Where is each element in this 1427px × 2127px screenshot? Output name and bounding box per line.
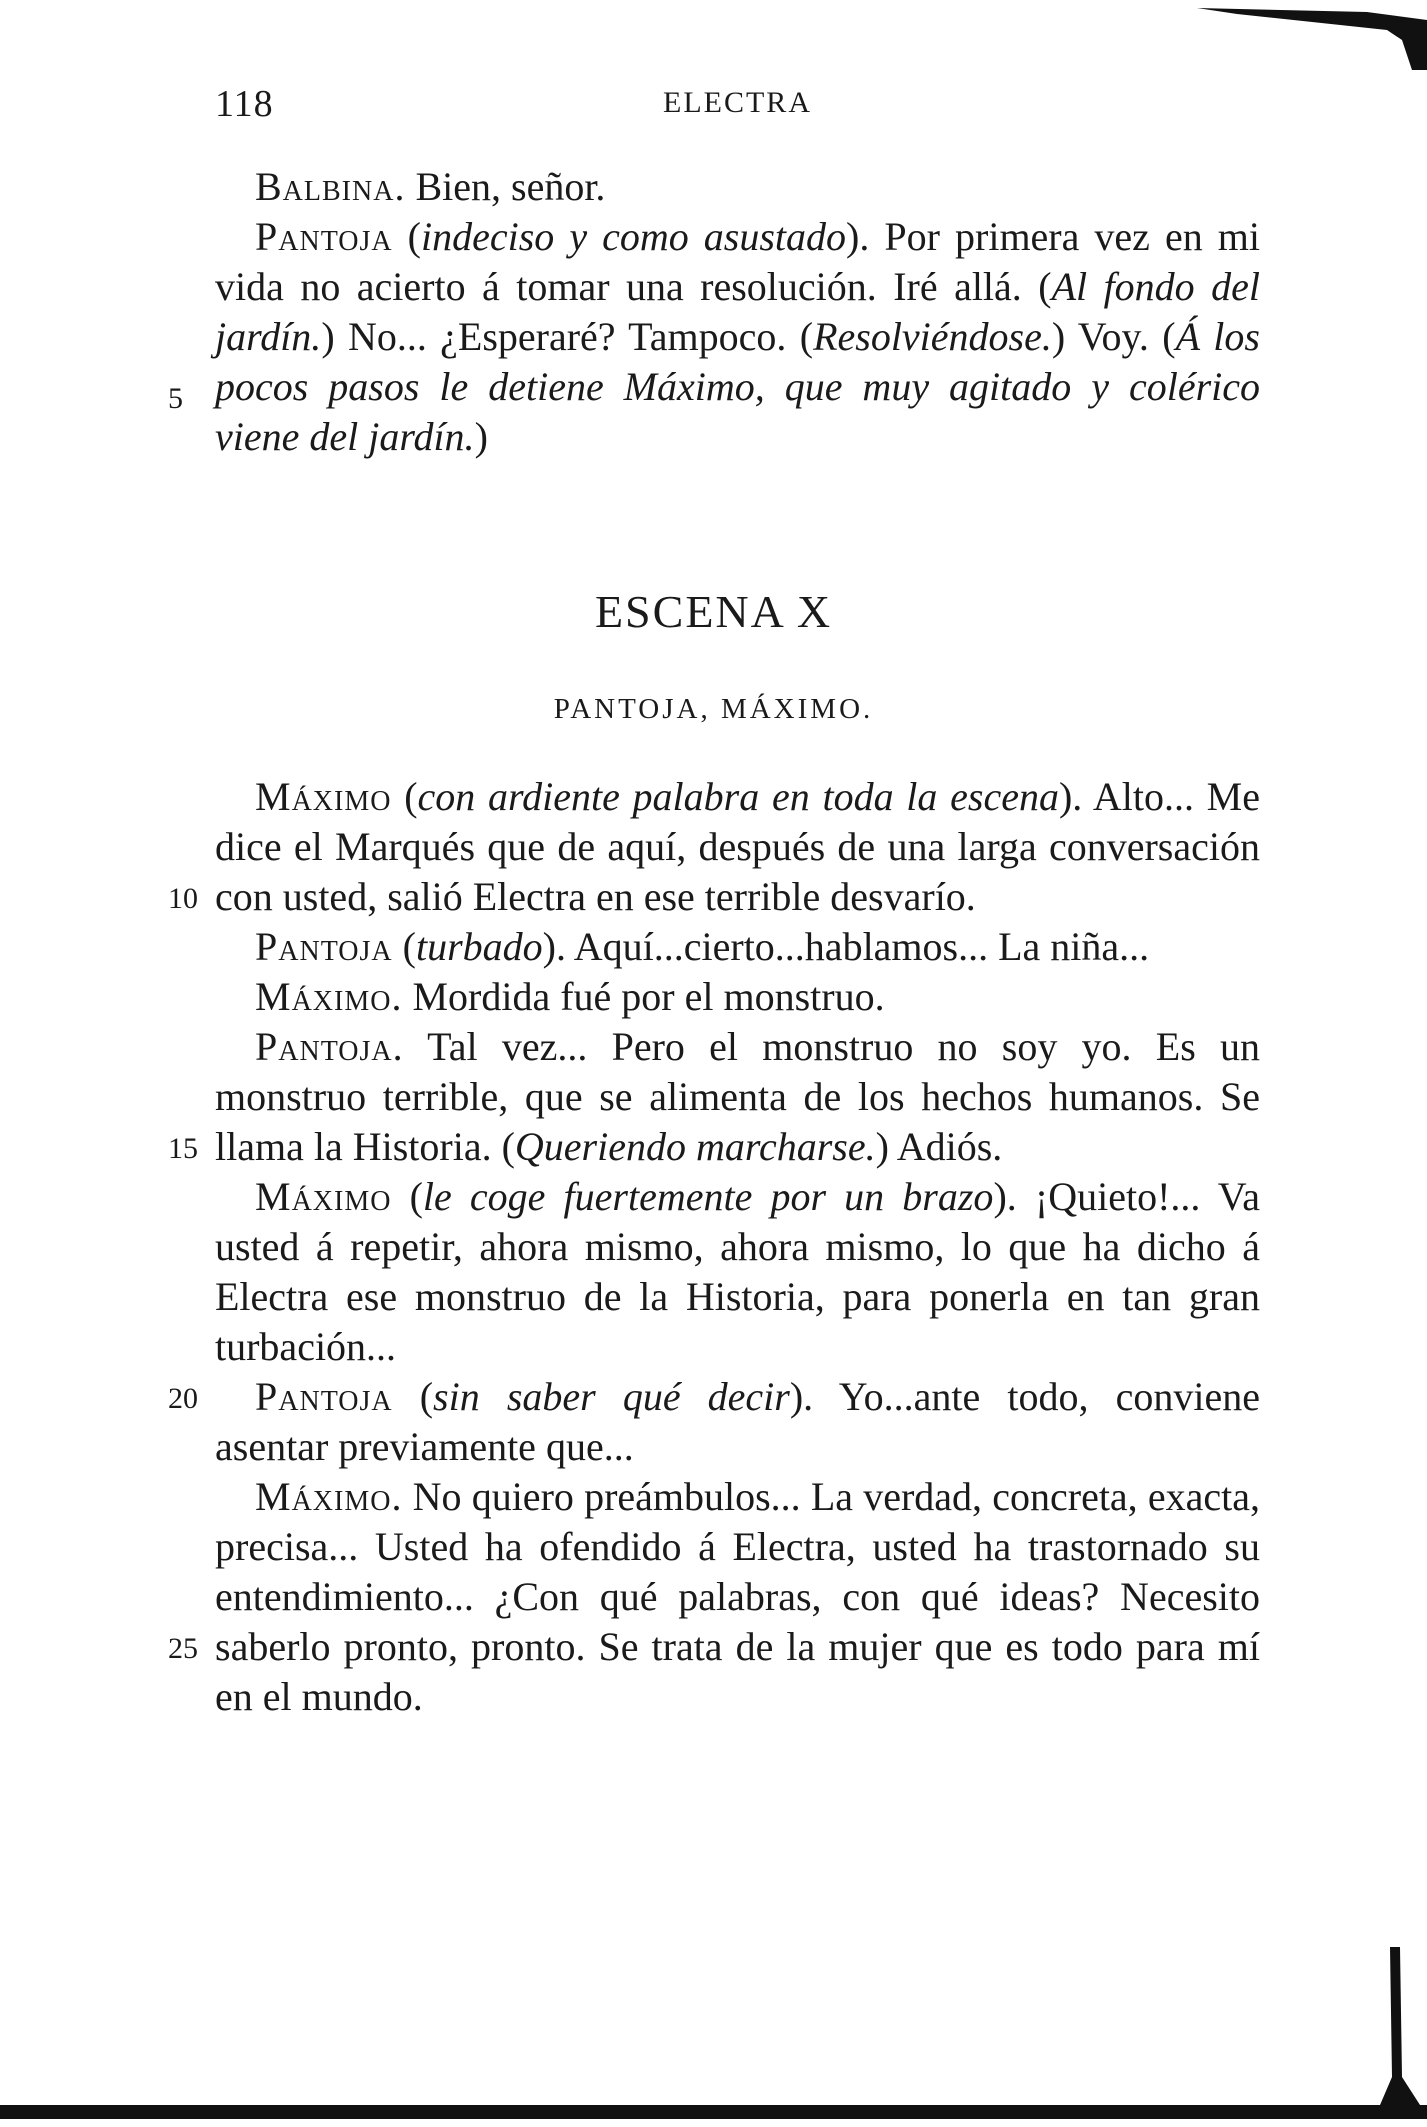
- line-number: 10: [168, 882, 198, 915]
- stage-direction: sin saber qué decir: [433, 1374, 790, 1419]
- speaker-name: Balbina.: [255, 164, 406, 209]
- paragraph-maximo: [215, 972, 1260, 1022]
- running-title: ELECTRA: [663, 86, 812, 119]
- speech-text: ). Aquí...cierto...hablamos... La niña...: [542, 924, 1150, 969]
- speaker-name: Máximo: [255, 774, 392, 819]
- paragraph-pantoja: [215, 212, 1260, 462]
- speech-text: ): [474, 414, 488, 459]
- speech-text: (: [392, 924, 416, 969]
- speech-text: ) No... ¿Esperaré? Tampoco. (: [321, 314, 814, 359]
- speech-text: ) Adiós.: [875, 1124, 1003, 1169]
- paragraph-maximo: [215, 772, 1260, 922]
- speech-text: ) Voy. (: [1051, 314, 1176, 359]
- speaker-name: Pantoja: [255, 214, 393, 259]
- scene-cast: PANTOJA, MÁXIMO.: [553, 693, 874, 725]
- speech-text: Mordida fué por el monstruo.: [402, 974, 885, 1019]
- stage-direction: con ardiente palabra en toda la escena: [417, 774, 1059, 819]
- paragraph-pantoja: [215, 922, 1260, 972]
- stage-direction: Queriendo marcharse.: [514, 1124, 876, 1169]
- speech-text: (: [392, 214, 421, 259]
- speaker-name: Pantoja.: [255, 1024, 404, 1069]
- paragraph-pantoja: [215, 1372, 1260, 1472]
- speech-text: Bien, señor.: [405, 164, 606, 209]
- line-number: 25: [168, 1632, 198, 1665]
- stage-direction: turbado: [415, 924, 543, 969]
- line-number: 15: [168, 1132, 198, 1165]
- line-number: 5: [168, 382, 183, 415]
- speech-text: ). Por primera vez en mi vida no acierto á tomar una resolución. Iré allá. (: [215, 214, 1260, 309]
- speaker-name: Pantoja: [255, 1374, 393, 1419]
- paragraph-balbina: [215, 162, 1260, 212]
- scan-edge-mark-bottom: [0, 1927, 1427, 2127]
- stage-direction: le coge fuertemente por un brazo: [422, 1174, 994, 1219]
- paragraph-maximo: [215, 1472, 1260, 1722]
- page-number: 118: [215, 83, 274, 125]
- paragraph-maximo: [215, 1172, 1260, 1372]
- scene-title: ESCENA X: [594, 586, 833, 637]
- speaker-name: Máximo.: [255, 1474, 403, 1519]
- speech-text: ). ¡Quieto!... Va usted á repetir, ahora mismo, ahora mismo, lo que ha dicho á Electra ese monstruo de la Historia, para ponerla en tan gran turbación...: [215, 1174, 1261, 1369]
- stage-direction: Resolviéndose.: [813, 314, 1052, 359]
- text-block-scene: [215, 772, 1260, 1722]
- speech-text: (: [391, 1174, 423, 1219]
- scan-edge-mark-top: [1197, 0, 1427, 70]
- line-number: 20: [168, 1382, 198, 1415]
- speech-text: No quiero preámbulos... La verdad, concreta, exacta, precisa... Usted ha ofendido á Electra, usted ha trastornado su entendimiento... ¿Con qué palabras, con qué ideas? Necesito saberlo pronto, pronto. Se trata de la mujer que es todo para mí en el mundo.: [215, 1474, 1260, 1719]
- speech-text: Tal vez... Pero el monstruo no soy yo. Es un monstruo terrible, que se alimenta de los hechos humanos. Se llama la Historia. (: [215, 1024, 1260, 1169]
- stage-direction: indeciso y como asustado: [420, 214, 847, 259]
- speech-text: (: [392, 1374, 434, 1419]
- speaker-name: Máximo.: [255, 974, 403, 1019]
- text-block-before-scene: [215, 162, 1260, 462]
- speech-text: ). Yo...ante todo, conviene asentar previamente que...: [215, 1374, 1260, 1469]
- speech-text: (: [391, 774, 418, 819]
- paragraph-pantoja: [215, 1022, 1260, 1172]
- stage-direction: Al fondo del jardín.: [215, 264, 1260, 359]
- stage-direction: Á los pocos pasos le detiene Máximo, que muy agitado y colérico viene del jardín.: [215, 314, 1260, 459]
- speaker-name: Máximo: [255, 1174, 392, 1219]
- speech-text: ). Alto... Me dice el Marqués que de aquí, después de una larga conversación con usted, salió Electra en ese terrible desvarío.: [215, 774, 1260, 919]
- page-header: [215, 82, 1260, 132]
- speaker-name: Pantoja: [255, 924, 393, 969]
